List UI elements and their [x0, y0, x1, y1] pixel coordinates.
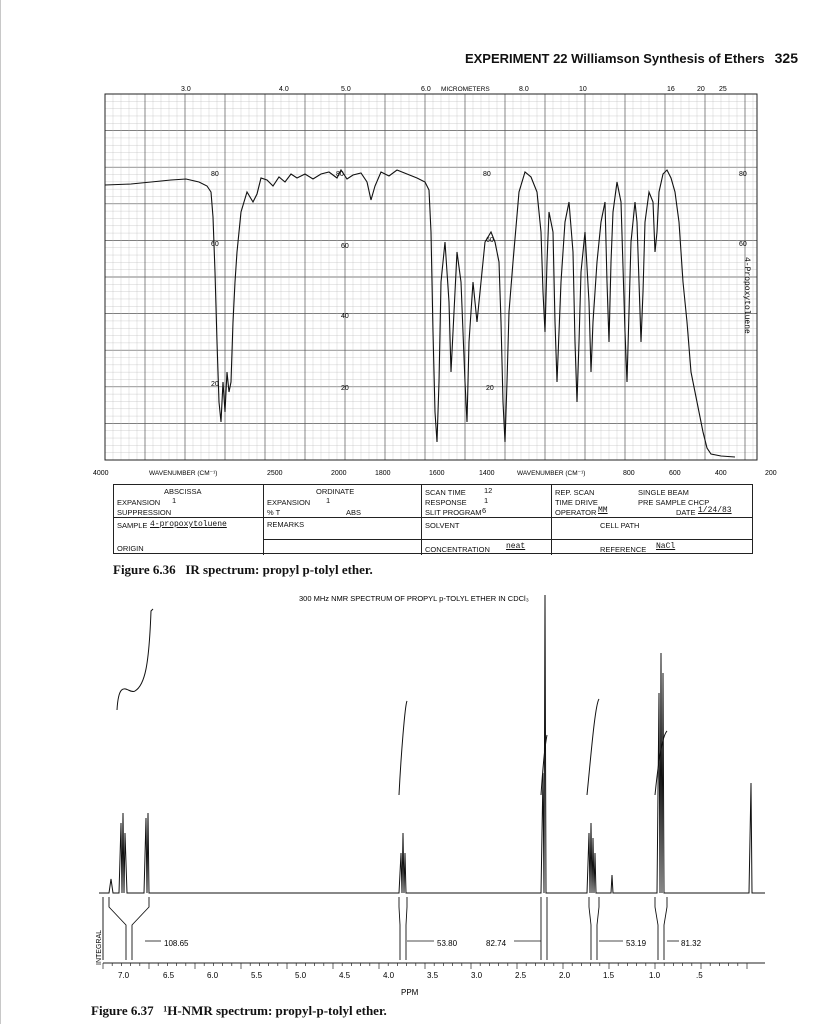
sample-label: SAMPLE: [117, 521, 148, 530]
scan-column: [422, 485, 552, 555]
scan-time-label: SCAN TIME: [425, 488, 466, 497]
nmr-figure-text: ¹H-NMR spectrum: propyl-p-tolyl ether.: [163, 1003, 387, 1018]
ppm-tick-label: .5: [696, 971, 703, 980]
ppm-tick-label: 3.5: [427, 971, 439, 980]
expansion-ordinate-value: 1: [326, 496, 331, 505]
wavenumber-label: WAVENUMBER (CM⁻¹): [517, 470, 586, 477]
micron-tick: 16: [667, 86, 675, 93]
ordinate-heading: ORDINATE: [316, 487, 355, 496]
grid-label-80: 80: [739, 171, 747, 178]
ir-figure-label: Figure 6.36: [113, 562, 176, 577]
integral-markers: [109, 897, 679, 960]
wavenumber-tick: 1800: [375, 470, 391, 477]
integral-curve: [587, 699, 599, 795]
ppm-axis-ticks: [103, 963, 747, 969]
response-value: 1: [484, 496, 489, 505]
grid-label-60: 60: [486, 237, 494, 244]
abs-label: ABS: [346, 508, 362, 517]
ppm-tick-label: 1.0: [649, 971, 661, 980]
origin-label: ORIGIN: [117, 544, 144, 553]
ppm-tick-label: 6.5: [163, 971, 175, 980]
wavenumber-tick: 2000: [331, 470, 347, 477]
grid-label-80: 80: [211, 171, 219, 178]
integral-value: 108.65: [164, 939, 189, 948]
wavenumber-tick: 800: [623, 470, 635, 477]
micrometer-axis: [181, 86, 727, 93]
concentration-label: CONCENTRATION: [425, 545, 490, 554]
micron-tick: 20: [697, 86, 705, 93]
grid-label-60: 60: [211, 241, 219, 248]
integral-marker: [399, 897, 407, 960]
ppm-tick-label: 3.0: [471, 971, 483, 980]
integral-value: 53.80: [437, 939, 458, 948]
ir-figure-caption: [113, 562, 373, 578]
ppm-tick-label: 6.0: [207, 971, 219, 980]
single-beam-label: SINGLE BEAM: [638, 488, 689, 497]
experiment-title: EXPERIMENT 22 Williamson Synthesis of Ethers: [464, 51, 765, 66]
wavenumber-tick: 2500: [267, 470, 283, 477]
ppm-tick-label: 4.0: [383, 971, 395, 980]
micron-tick: 6.0: [421, 86, 431, 93]
ppm-tick-label: 5.0: [295, 971, 307, 980]
ppm-axis-labels: [118, 971, 703, 980]
ppm-tick-label: 7.0: [118, 971, 130, 980]
expansion-abscissa-value: 1: [172, 496, 177, 505]
grid-label-80: 80: [336, 171, 344, 178]
grid-label-60: 60: [341, 243, 349, 250]
integral-value: 82.74: [486, 939, 507, 948]
integral-marker: [109, 897, 149, 960]
wavenumber-label: WAVENUMBER (CM⁻¹): [149, 470, 218, 477]
wavenumber-tick: 200: [765, 470, 777, 477]
sample-value: 4-propoxytoluene: [150, 520, 227, 529]
micrometers-label: MICROMETERS: [441, 86, 490, 93]
slit-program-label: SLIT PROGRAM: [425, 508, 482, 517]
ppm-axis-title: PPM: [401, 988, 419, 997]
ppm-tick-label: 5.5: [251, 971, 263, 980]
micron-tick: 3.0: [181, 86, 191, 93]
micron-tick: 5.0: [341, 86, 351, 93]
wavenumber-tick: 1600: [429, 470, 445, 477]
grid-label-40: 40: [341, 313, 349, 320]
reference-label: REFERENCE: [600, 545, 647, 554]
ir-parameters-form: [113, 484, 753, 554]
compound-side-label: 4-Propoxytoluene: [742, 257, 751, 334]
integral-marker: [541, 897, 547, 960]
grid-label-20: 20: [486, 385, 494, 392]
scan-time-value: 12: [484, 486, 493, 495]
operator-value: MM: [598, 506, 608, 515]
nmr-spectrum-trace: [99, 595, 765, 893]
remarks-label: REMARKS: [267, 520, 305, 529]
micron-tick: 8.0: [519, 86, 529, 93]
percent-t-label: % T: [267, 508, 281, 517]
integral-value: 53.19: [626, 939, 647, 948]
nmr-spectrum-chart: [89, 595, 789, 1005]
date-label: DATE: [676, 508, 696, 517]
slit-program-value: 6: [482, 506, 487, 515]
micron-tick: 25: [719, 86, 727, 93]
integral-marker: [655, 897, 667, 960]
ppm-tick-label: 1.5: [603, 971, 615, 980]
page-number: 325: [774, 50, 798, 66]
micron-tick: 10: [579, 86, 587, 93]
cell-path-label: CELL PATH: [600, 521, 640, 530]
abscissa-heading: ABSCISSA: [164, 487, 202, 496]
pre-sample-label: PRE SAMPLE CHCP: [638, 498, 710, 507]
integral-label: INTEGRAL: [96, 929, 103, 965]
expansion-abscissa-label: EXPANSION: [117, 498, 161, 507]
ppm-tick-label: 2.0: [559, 971, 571, 980]
form-divider: [114, 517, 752, 518]
grid-label-60: 60: [739, 241, 747, 248]
nmr-figure-caption: [91, 1003, 387, 1019]
reference-value: NaCl: [656, 542, 676, 551]
operator-column: [552, 485, 754, 555]
integral-curves: [117, 609, 667, 795]
micron-tick: 4.0: [279, 86, 289, 93]
grid-label-80: 80: [483, 171, 491, 178]
ir-figure-text: IR spectrum: propyl p-tolyl ether.: [185, 562, 373, 577]
integral-marker: [589, 897, 599, 960]
ppm-tick-label: 4.5: [339, 971, 351, 980]
wavenumber-tick: 600: [669, 470, 681, 477]
form-divider: [264, 539, 752, 540]
integral-values: [164, 939, 702, 948]
ppm-tick-label: 2.5: [515, 971, 527, 980]
integral-curve: [399, 701, 407, 795]
time-drive-label: TIME DRIVE: [555, 498, 598, 507]
suppression-label: SUPPRESSION: [117, 508, 172, 517]
grid-label-20: 20: [211, 381, 219, 388]
wavenumber-tick: 1400: [479, 470, 495, 477]
response-label: RESPONSE: [425, 498, 467, 507]
integral-curve: [117, 609, 153, 710]
nmr-title: 300 MHz NMR SPECTRUM OF PROPYL p-TOLYL ETHER IN CDCl₃: [299, 595, 529, 603]
grid-label-20: 20: [341, 385, 349, 392]
concentration-value: neat: [506, 542, 526, 551]
date-value: 1/24/83: [698, 506, 732, 515]
page-header: [465, 50, 798, 66]
integral-value: 81.32: [681, 939, 702, 948]
wavenumber-tick: 400: [715, 470, 727, 477]
ir-spectrum-chart: [91, 82, 791, 482]
wavenumber-tick: 4000: [93, 470, 109, 477]
operator-label: OPERATOR: [555, 508, 597, 517]
solvent-label: SOLVENT: [425, 521, 460, 530]
ordinate-column: [264, 485, 422, 555]
rep-scan-label: REP. SCAN: [555, 488, 595, 497]
nmr-figure-label: Figure 6.37: [91, 1003, 154, 1018]
expansion-ordinate-label: EXPANSION: [267, 498, 311, 507]
wavenumber-axis: [93, 470, 777, 477]
ir-grid: [105, 94, 757, 460]
